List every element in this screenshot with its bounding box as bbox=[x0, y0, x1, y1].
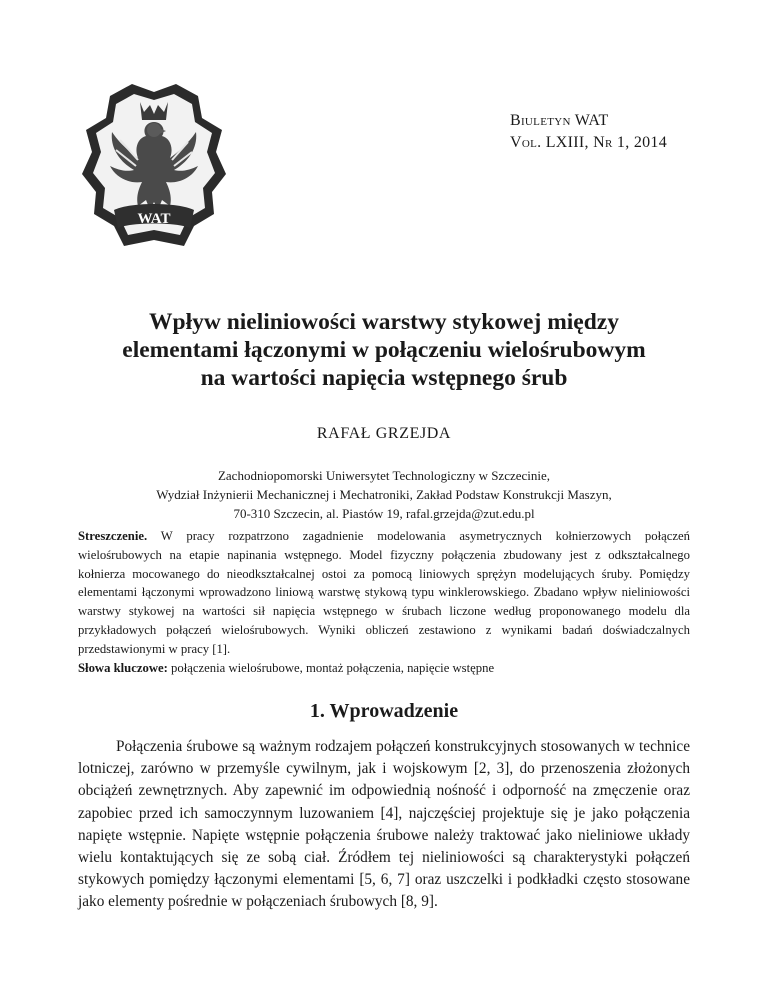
abstract-label: Streszczenie. bbox=[78, 529, 148, 543]
abstract-paragraph bbox=[78, 527, 690, 659]
affiliation-line-1: Zachodniopomorski Uniwersytet Technologiczny w Szczecinie, bbox=[217, 468, 551, 483]
keywords-label: Słowa kluczowe: bbox=[78, 660, 168, 675]
body-text bbox=[78, 736, 690, 914]
journal-info bbox=[510, 110, 667, 154]
abstract-text: W pracy rozpatrzono zagadnienie modelowania asymetrycznych kołnierzowych połączeń wielośrubowych na etapie napinania wstępnego. Model fizyczny połączenia zbudowany jest z odkształcalnego kołnierza mocowanego do nieodkształcalnej ostoi za pomocą liniowych sprężyn modelujących śruby. Pomiędzy elementami łączonymi wprowadzono liniową warstwę stykową typu winklerowskiego. Zbadano wpływ nieliniowości warstwy stykowej na wartości sił napięcia wstępnego w śrubach liczone według proponowanego modelu dla przykładowych połączeń wielośrubowych. Wyniki obliczeń zestawiono z wynikami badań doświadczalnych przedstawionymi w pracy [1]. bbox=[78, 529, 690, 656]
keywords-paragraph bbox=[78, 659, 690, 678]
wat-eagle-logo bbox=[80, 78, 228, 264]
paper-title bbox=[80, 308, 688, 392]
section-heading: 1. Wprowadzenie bbox=[309, 700, 459, 722]
author-name: RAFAŁ GRZEJDA bbox=[316, 425, 452, 442]
affiliation-line-3: 70-310 Szczecin, al. Piastów 19, rafal.grzejda@zut.edu.pl bbox=[233, 506, 535, 521]
abstract bbox=[78, 527, 690, 677]
body-paragraph: Połączenia śrubowe są ważnym rodzajem połączeń konstrukcyjnych stosowanych w technice lotniczej, zarówno w przemyśle cywilnym, jak i wojskowym [2, 3], do przenoszenia złożonych obciążeń zewnętrznych. Aby zapewnić im odpowiednią nośność i odporność na zmęczenie oraz zapobiec przed ich samoczynnym luzowaniem [4], najczęściej projektuje się je jako połączenia napięte wstępnie. Napięte wstępnie połączenia śrubowe należy traktować jako nieliniowe układy wielu kontaktujących się ze sobą ciał. Źródłem tej nieliniowości są charakterystyki połączeń stykowych pomiędzy łączonymi elementami [5, 6, 7] oraz uszczelki i podkładki często stosowane jako elementy pośrednie w połączeniach śrubowych [8, 9]. bbox=[78, 738, 690, 911]
affiliation-line-2: Wydział Inżynierii Mechanicznej i Mechatroniki, Zakład Podstaw Konstrukcji Maszyn, bbox=[156, 487, 612, 502]
journal-name: Biuletyn WAT bbox=[510, 112, 609, 129]
title-line-3: na wartości napięcia wstępnego śrub bbox=[200, 365, 568, 391]
title-line-2: elementami łączonymi w połączeniu wielośrubowym bbox=[122, 337, 646, 363]
logo-text: WAT bbox=[137, 211, 171, 227]
affiliation bbox=[80, 466, 688, 523]
title-line-1: Wpływ nieliniowości warstwy stykowej między bbox=[149, 309, 619, 335]
journal-volume: Vol. LXIII, Nr 1, 2014 bbox=[510, 134, 668, 151]
keywords-text: połączenia wielośrubowe, montaż połączenia, napięcie wstępne bbox=[167, 660, 495, 675]
